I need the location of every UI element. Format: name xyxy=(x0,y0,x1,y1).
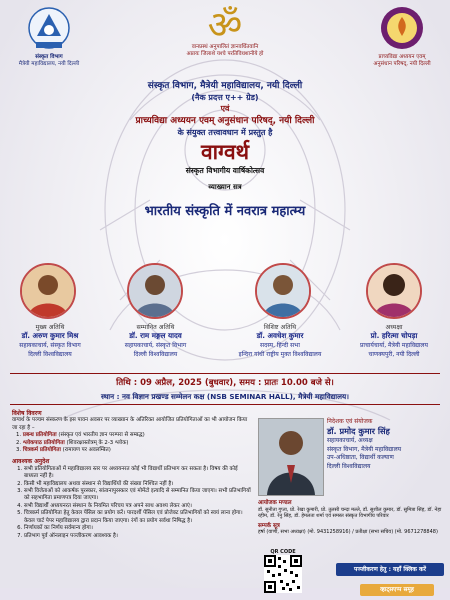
qr-block xyxy=(262,549,304,597)
list-item: 3. सभी विजेताओं को आकर्षक पुरस्कार, सांत्वनापुरस्कार एवं मोमेंटो इत्यादि से सम्मानित किया जाएगा। सभी प्रतिभागियों को सहभागिता प्रमाणपत्र दिया जाएगा। xyxy=(24,488,252,503)
convener-line-2: संस्कृत विभाग, मैत्रेयी महाविद्यालय xyxy=(327,445,402,453)
divider-bottom xyxy=(10,404,440,405)
divider-top xyxy=(10,373,440,374)
venue-line: स्थान : नव विज्ञान प्रखण्ड सम्मेलन कक्ष (NSB SEMINAR HALL), मैत्रेयी महाविद्यालय। xyxy=(101,392,349,401)
guest-card-4 xyxy=(340,322,448,359)
item-number: 2. xyxy=(16,439,22,446)
guest-name: डॉ. अरुण कुमार मिश्र xyxy=(21,331,79,340)
competition-list xyxy=(12,432,252,454)
details-intro: वाग्वर्थ के पञ्चम संस्करण के इस पावन अवसर पर व्याख्यान के अतिरिक्त आयोजित प्रतियोगिताओं का भी आयोजन किया जा रहा है – xyxy=(12,417,248,431)
list-item: 4. सभी विद्यार्थी अध्ययनरत संस्थान के नियमित परिचय पत्र अपने साथ अवश्य लेकर आएं। xyxy=(24,503,252,510)
guest-card-3 xyxy=(215,322,345,359)
convener-line-1: सहायकाचार्य, अध्यक्ष xyxy=(327,437,373,445)
guest-role: अध्यक्षा xyxy=(385,324,403,331)
organizer-block xyxy=(60,80,390,138)
org-line-1: संस्कृत विभाग, मैत्रेयी महाविद्यालय, नयी दिल्ली xyxy=(147,81,303,91)
council-emblem-icon xyxy=(364,6,440,54)
guest-name: प्रो. हरित्मा चोपड़ा xyxy=(370,331,418,340)
organizers-text: डॉ. सुनीता गुप्ता, प्रो. रेखा कुमारी, प्रो. तुलसी चन्दा मल्ले, डॉ. सुशील कुमार, डॉ. सुमित्रा सिंह, डॉ. नेहा रहीम, डॉ. रेनु सिंह, डॉ. हेमलता शर्मा एवं समस्त संस्कृत विभागीय परिवार xyxy=(258,506,442,520)
left-college-logo xyxy=(14,6,84,68)
list-item xyxy=(16,432,252,439)
right-logo-caption-2: अनुसंधान परिषद्, नयी दिल्ली xyxy=(373,61,431,67)
guest-role: सम्मानित अतिथि xyxy=(136,324,175,331)
competition-name: चित्रकर्म प्रतियोगिता xyxy=(22,447,61,454)
contact-text: हर्षा (वाणी, सभा अध्यक्षा) (मो. 9431258916) / प्रतीक्षा (सभा सचिव) (मो. 9671278848) xyxy=(258,529,438,536)
guest-role: विशिष्ट अतिथि xyxy=(263,324,297,331)
details-section xyxy=(12,410,252,540)
and-line: एवं xyxy=(220,104,230,113)
schedule-block xyxy=(10,377,440,402)
guest-name: डॉ. अवधेश कुमार xyxy=(256,331,304,340)
lecture-topic: भारतीय संस्कृति में नवरात्र महात्म्य xyxy=(144,204,306,219)
om-icon xyxy=(185,2,265,44)
organizers-heading: आयोजक मण्डल xyxy=(258,500,292,506)
avatar xyxy=(259,419,323,495)
list-item xyxy=(16,447,252,454)
registration-button[interactable]: पञ्जीकरण हेतु : यहाँ क्लिक करें xyxy=(336,563,444,576)
event-title: वाग्वर्थ xyxy=(200,139,250,164)
convener-line-3: उप-अधिष्ठाता, विद्यार्थी कल्याण xyxy=(327,454,394,462)
competition-note: (रामायण पर अवलम्बित) xyxy=(62,447,111,454)
event-block xyxy=(100,138,350,193)
org-line-3: प्राच्यविद्या अध्ययन एवम् अनुसंधान परिषद्, नयी दिल्ली xyxy=(135,116,315,126)
event-subtitle: संस्कृत विभागीय वार्षिकोत्सव xyxy=(185,166,265,175)
guest-name: डॉ. राम मङ्गल यादव xyxy=(129,331,182,340)
list-item: 5. चित्रकर्म प्रतियोगिता हेतु केवल पेंसिल का प्रयोग करें। पारदर्शी पेंसिल एवं प्रोजेक्ट प्रतिभागियों को स्वयं लाना होगा। केवल चार्ट पेपर महाविद्यालय द्वारा प्रदान किया जाएगा। रंगों का प्रयोग सर्वथा निषिद्ध है। xyxy=(24,510,252,525)
guest-photo-1 xyxy=(20,263,76,319)
convener-photo xyxy=(258,418,324,496)
guest-line-2: दिल्ली विश्वविद्यालय xyxy=(133,351,178,358)
convener-name: डॉ. प्रमोद कुमार सिंह xyxy=(327,426,390,437)
center-om-emblem xyxy=(185,2,265,58)
guest-line-1: सहायकाचार्य, संस्कृत विभाग xyxy=(124,342,187,349)
qr-label: QR CODE xyxy=(270,549,296,555)
guest-photo-4 xyxy=(366,263,422,319)
guest-line-1: प्राचार्यचार्या, मैत्रेयी महाविद्यालय xyxy=(360,342,428,349)
guest-line-2: दिल्ली विश्वविद्यालय xyxy=(28,351,72,358)
convener-label: निदेशक एवं संयोजक xyxy=(327,418,373,425)
guest-card-2 xyxy=(103,322,208,359)
left-logo-caption-1: संस्कृत विभाग xyxy=(35,54,63,60)
list-item: 6. निर्णायकों का निर्णय सर्वमान्य होगा। xyxy=(24,525,252,532)
center-caption-2: अप्रायः जिलाशे यश्चे परतिविधशानीये हो xyxy=(186,51,264,57)
svg-text:ॐ: ॐ xyxy=(207,3,243,44)
list-item: 1. सभी प्रतियोगिताओं में महाविद्यालय स्तर पर अध्ययनरत कोई भी विद्यार्थी प्रतिभाग कर सकता है। विषय की कोई बाध्यता नहीं है। xyxy=(24,466,252,481)
whatsapp-group-button[interactable]: व्हाट्सएप्प समूह xyxy=(360,584,434,596)
guest-photo-3 xyxy=(255,263,311,319)
item-number: 3. xyxy=(16,447,22,454)
convener-line-4: दिल्ली विश्वविद्यालय xyxy=(327,462,371,470)
qr-code-icon[interactable] xyxy=(264,555,302,593)
session-label: व्याख्यान सत्र xyxy=(208,183,242,191)
avatar xyxy=(22,265,74,317)
left-logo-caption-2: मैत्रेयी महाविद्यालय, नयी दिल्ली xyxy=(18,61,80,67)
org-line-2: (नैक प्रदत्त ए++ ग्रेड) xyxy=(191,93,259,102)
details-heading: विशेष विवरण xyxy=(12,410,42,417)
guest-role: मुख्य अतिथि xyxy=(35,324,65,331)
competition-note: (संस्कृत एवं भारतीय ज्ञान परम्परा से सम्बद्ध) xyxy=(58,432,145,439)
guest-line-1: सदस्य, हिन्दी सभा xyxy=(260,342,300,349)
organizers-block xyxy=(258,500,444,536)
guest-line-2: चाणक्यपुरी, नयी दिल्ली xyxy=(368,351,420,358)
right-logo-caption-1: प्राच्यविद्या अध्ययन एवम् xyxy=(378,54,426,60)
guest-card-1 xyxy=(0,322,100,359)
competition-note: (शिवरक्षास्तोत्रम् के 2-3 श्लोक) xyxy=(66,439,129,446)
org-line-4: के संयुक्त तत्त्वावधान में प्रस्तुत है xyxy=(177,128,273,137)
rules-list xyxy=(12,466,252,540)
rules-heading: आवश्यक अनुदेश xyxy=(12,458,50,466)
right-council-logo xyxy=(364,6,440,68)
guest-photo-2 xyxy=(127,263,183,319)
center-caption-1: वानप्रस्थं अनुपालितं ज्ञानवर्धितवानि xyxy=(191,44,259,50)
list-item: 2. किसी भी महाविद्यालय अथवा संस्थान से विद्यार्थियों की संख्या निश्चित नहीं है। xyxy=(24,481,252,488)
date-time-line: तिथि : 09 अप्रैल, 2025 (बुधवार), समय : प्रातः 10.00 बजे से। xyxy=(116,378,334,388)
guest-line-2: इन्दिरा गांधी राष्ट्रीय मुक्त विश्वविद्यालय xyxy=(238,351,322,358)
competition-name: श्लोकपाठ प्रतियोगिता xyxy=(22,439,65,446)
guest-line-1: सहायकाचार्य, संस्कृत विभाग xyxy=(19,342,81,349)
avatar xyxy=(257,265,309,317)
list-item xyxy=(16,440,252,447)
contact-heading: सम्पर्क सूत्र xyxy=(258,522,280,529)
avatar xyxy=(368,265,420,317)
college-emblem-icon xyxy=(14,6,84,54)
item-number: 1. xyxy=(16,432,22,439)
convener-block xyxy=(327,418,445,471)
list-item: 7. प्रतिभाग पूर्व ऑनलाइन पञ्जीकरण आवश्यक है। xyxy=(24,533,252,540)
avatar xyxy=(129,265,181,317)
competition-name: प्रबन्ध प्रतियोगिता xyxy=(22,432,57,439)
